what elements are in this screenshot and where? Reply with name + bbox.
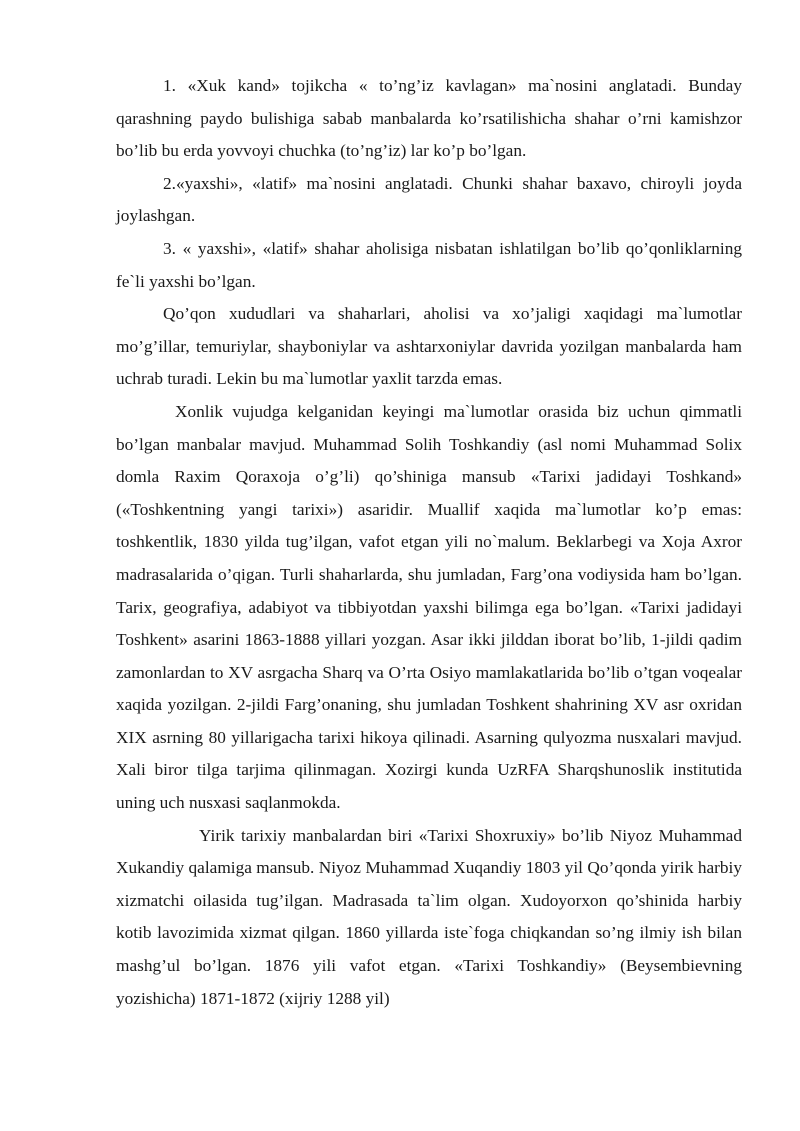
paragraph-tarixi-shoxruxiy: Yirik tarixiy manbalardan biri «Tarixi Shoxruxiy» bo’lib Niyoz Muhammad Xukandiy qalamiga mansub. Niyoz Muhammad Xuqandiy 1803 yil Qo’qonda yirik harbiy xizmatchi oilasida tug’ilgan. Madrasada ta`lim olgan. Xudoyorxon qo’shinida harbiy kotib lavozimida xizmat qilgan. 1860 yillarda iste`foga chiqkandan so’ng ilmiy ish bilan mashg’ul bo’lgan. 1876 yili vafot etgan. «Tarixi Toshkandiy» (Beysembievning yozishicha) 1871-1872 (xijriy 1288 yil) xyxy=(116,825,742,1008)
paragraph-qoqonliklar: 3. « yaxshi», «latif» shahar aholisiga nisbatan ishlatilgan bo’lib qo’qonliklarning fe`li yaxshi bo’lgan. xyxy=(116,238,742,291)
paragraph-qoqon-sources: Qo’qon xududlari va shaharlari, aholisi va xo’jaligi xaqidagi ma`lumotlar mo’g’illar, temuriylar, shayboniylar va ashtarxoniylar davrida yozilgan manbalarda ham uchrab turadi. Lekin bu ma`lumotlar yaxlit tarzda emas. xyxy=(116,304,742,389)
document-page xyxy=(116,70,742,1015)
paragraph-yaxshi-latif-meaning: 2.«yaxshi», «latif» ma`nosini anglatadi. Chunki shahar baxavo, chiroyli joyda joylashgan. xyxy=(116,173,742,226)
paragraph-tarixi-jadidayi-toshkand: Xonlik vujudga kelganidan keyingi ma`lumotlar orasida biz uchun qimmatli bo’lgan manbalar mavjud. Muhammad Solih Toshkandiy (asl nomi Muhammad Solix domla Raxim Qoraxoja o’g’li) qo’shiniga mansub «Tarixi jadidayi Toshkand» («Toshkentning yangi tarixi») asaridir. Muallif xaqida ma`lumotlar ko’p emas: toshkentlik, 1830 yilda tug’ilgan, vafot etgan yili no`malum. Beklarbegi va Xoja Axror madrasalarida o’qigan. Turli shaharlarda, shu jumladan, Farg’ona vodiysida ham bo’lgan. Tarix, geografiya, adabiyot va tibbiyotdan yaxshi bilimga ega bo’lgan. «Tarixi jadidayi Toshkent» asarini 1863-1888 yillari yozgan. Asar ikki jilddan iborat bo’lib, 1-jildi qadim zamonlardan to XV asrgacha Sharq va O’rta Osiyo mamlakatlarida bo’lib o’tgan voqealar xaqida yozilgan. 2-jildi Farg’onaning, shu jumladan Toshkent shahrining XV asr oxridan XIX asrning 80 yillarigacha tarixi hikoya qilinadi. Asarning qulyozma nusxalari mavjud. Xali biror tilga tarjima qilinmagan. Xozirgi kunda UzRFA Sharqshunoslik institutida uning uch nusxasi saqlanmokda. xyxy=(116,401,742,813)
paragraph-xuk-kand-meaning: 1. «Xuk kand» tojikcha « to’ng’iz kavlagan» ma`nosini anglatadi. Bunday qarashning paydo bulishiga sabab manbalarda ko’rsatilishicha shahar o’rni kamishzor bo’lib bu erda yovvoyi chuchka (to’ng’iz) lar ko’p bo’lgan. xyxy=(116,76,742,161)
